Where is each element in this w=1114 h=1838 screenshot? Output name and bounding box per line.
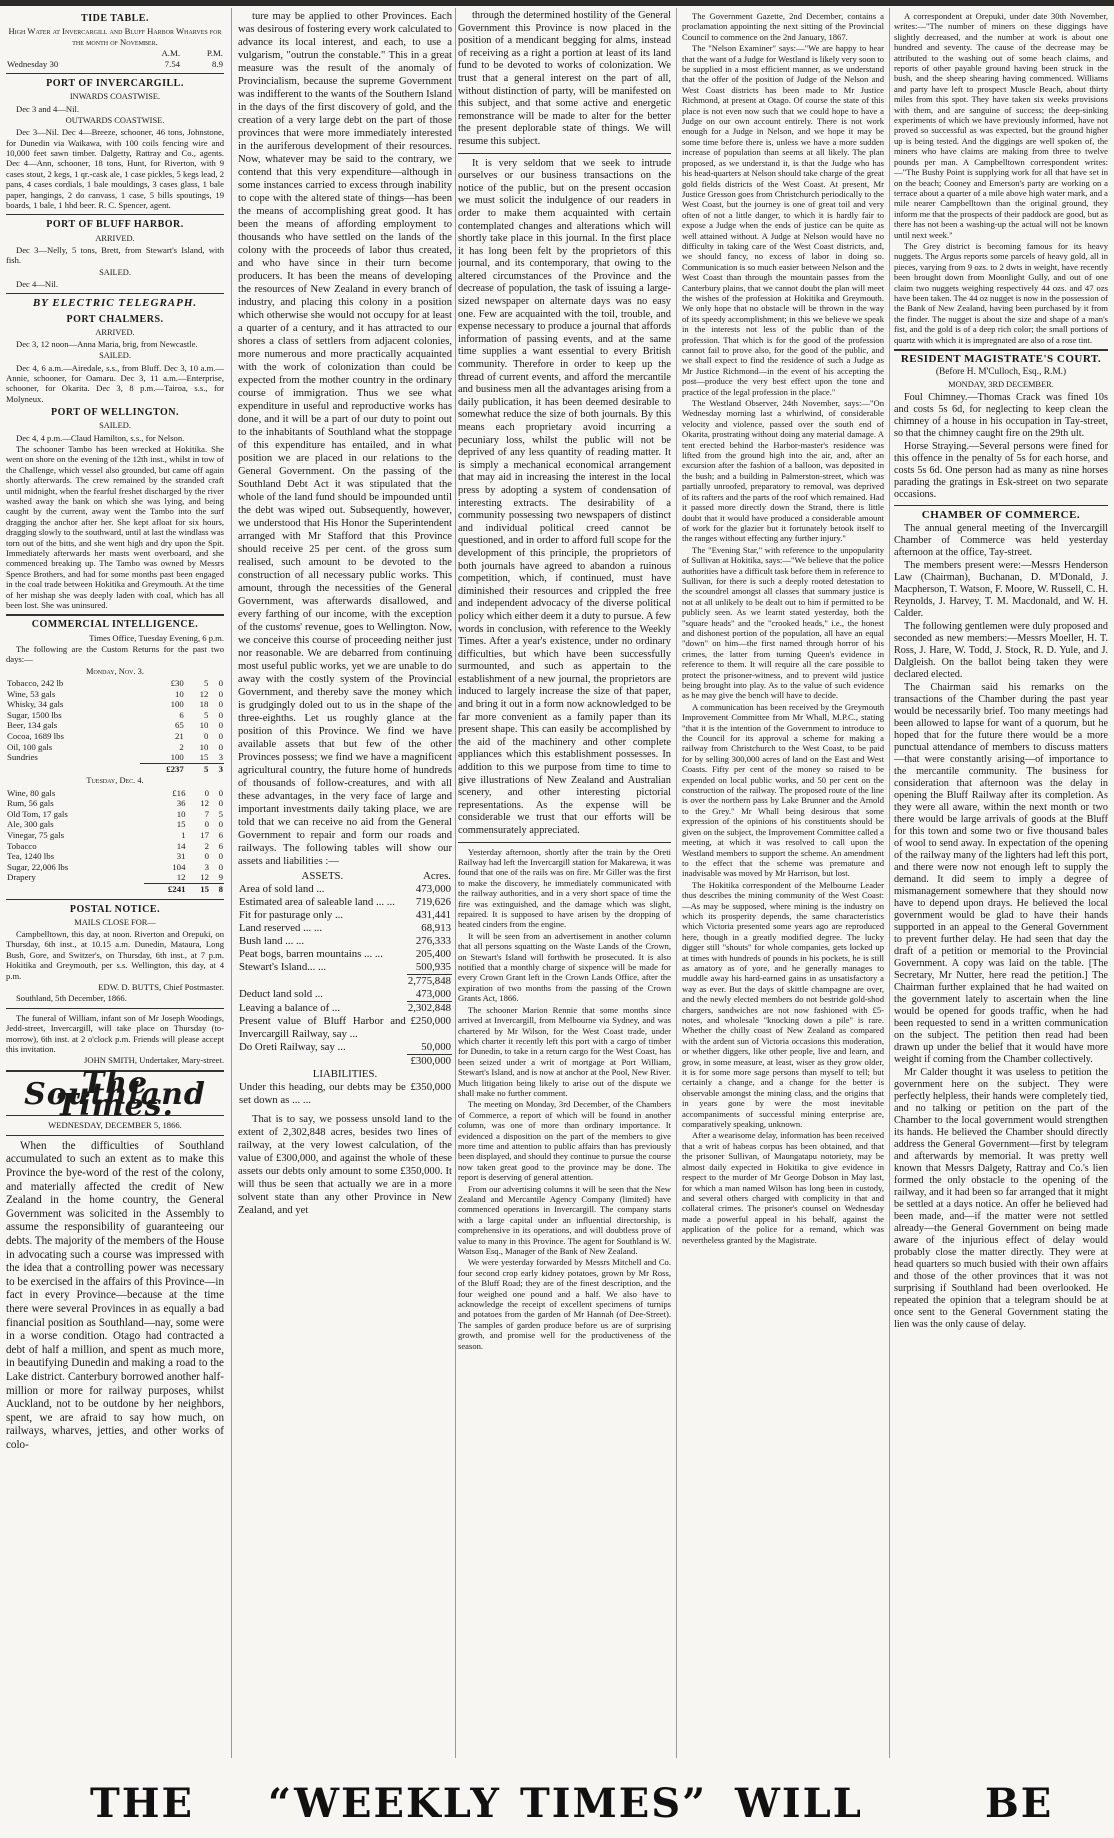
postal-signature: EDW. D. BUTTS, Chief Postmaster. [98, 982, 224, 992]
asset-row [238, 883, 452, 896]
customs-row [6, 731, 224, 742]
telegraph-heading: BY ELECTRIC TELEGRAPH. [32, 297, 198, 310]
table-cell: 0 [218, 787, 223, 798]
banner-word: THE [90, 1780, 195, 1827]
table-cell: 10 [199, 720, 209, 731]
customs-row [6, 689, 224, 700]
column-4 [682, 10, 884, 1750]
liabilities-label: Under this heading, our debts may be set down as ... ... [239, 1081, 406, 1106]
asset-value: 68,913 [421, 922, 451, 934]
outwards-text: Dec 3—Nil. Dec 4—Breeze, schooner, 46 tons, Johnstone, for Dunedin via Waikawa, with 100 coils fencing wire and 10,000 feet sawn timber. Dalgetty, Rattray and Co., agents. Dec 4—Ann, schooner, 18 tons, Hunt, for Riverton, with 9 cases stout, 2 kegs, 1 qr.-cask ale, 1 case pickles, 5 kegs lead, 2 pans, 4 cases cordials, 1 bale mouldings, 3 cases glass, 1 bale paper, hangings, 2 do canvass, 1 case, 5 bills spoutings, 19 boards, 1 bale, 1 hhd beer. R. C. Spencer, agent. [6, 127, 224, 211]
table-cell: Sugar, 1500 lbs [7, 709, 62, 720]
tide-header-cell: A.M. [161, 48, 181, 59]
asset-label: Bush land ... ... [239, 935, 305, 947]
divider [458, 153, 671, 154]
liabilities-value: £350,000 [410, 1081, 451, 1093]
total-cell: 5 [185, 763, 210, 774]
table-cell: 0 [204, 851, 209, 862]
customs-row [6, 809, 224, 820]
table-cell: Tobacco [7, 840, 37, 851]
tide-header-cell: P.M. [206, 48, 223, 59]
assets-heading: ASSETS. [301, 870, 344, 882]
table-cell: £30 [170, 678, 184, 689]
postal-subtitle: MAILS CLOSE FOR— [74, 917, 156, 927]
table-cell: 0 [218, 861, 223, 872]
orepuki-paragraph: A correspondent at Orepuki, under date 30th November, writes:—"The number of miners on these diggings have slightly decreased, and the number at work is about one hundred and seventy. The cause of the decrease may be attributed to the washing out of some beach claims, and reports of other payable ground having been struck in the bush, and the sheep shearing having commenced. Williams and party have left to prospect Muscle Beach, about thirty miles from this spot. They have taken six weeks provisions with them, and are sanguine of success; the deep-sinking experiments of which we have previously informed, have not proved so successful as was expected, but the ground higher up is being tested. And the diggings are well spoken of, the miners who have claims are making from three to twelve pounds per man. A Campbelltown correspondent writes:—"The Bushy Point is supplying work for all that have set in on the beach; Cooney and Emerson's party are working on a terrace about a quarter of a mile above high water mark, and a mile nearer Campbelltown than the original ground, they inform me that the prospects of their paddock are good, but as there has not been a washing-up the actual will not be known until next week." [894, 11, 1108, 240]
present-value: £250,000 [410, 1015, 451, 1027]
horse-straying-paragraph: Horse Straying.—Several persons were fined for this offence in the penalty of 5s for each horse, and costs 5s 6d. One person had as many as nine horses parading the gratings in Esk-street on two separate occasions. [894, 440, 1108, 500]
sailed-heading: SAILED. [99, 351, 131, 361]
table-cell: 9 [218, 872, 223, 883]
customs-row [6, 699, 224, 710]
customs-row [6, 788, 224, 799]
port-chalmers-title: PORT CHALMERS. [66, 313, 164, 325]
asset-value: 276,333 [415, 935, 451, 947]
column-rule [889, 8, 890, 1758]
customs-row [6, 872, 224, 883]
divider [6, 73, 224, 74]
table-cell: 0 [204, 787, 209, 798]
table-cell: 0 [218, 798, 223, 809]
court-subtitle: (Before H. M'Culloch, Esq., R.M.) [935, 367, 1067, 378]
table-cell: 36 [176, 798, 186, 809]
table-cell: 6 [218, 840, 223, 851]
table-cell: 12 [199, 688, 209, 699]
balance-value: 2,302,848 [407, 1002, 451, 1014]
table-cell: 12 [176, 872, 186, 883]
asset-label: Stewart's Island... ... [239, 961, 327, 973]
calder-remarks-paragraph: Mr Calder thought it was useless to petition the government here on the subject. They were perfectly helpless, their hands were completely tied, and no talking or petition on the part of the Chamber to the local government would strengthen its hands. He believed the Chamber should directly address the General Government—first by telegram and afterwards by memorial. It was pretty well known that Messrs Dalgety, Rattray and Co.'s lien formed the only obstacle to the opening of the railway, and it had been so far arranged that it might be settled at a days notice. An offer he believed had been made, and—if the matter were not settled already—the General Government on being made aware of the injurious effect of delay would probably close the matter directly. They were at head quarters so much busied with their own affairs and those of the other provinces that it was not surprising if Southland had been overlooked. He repeated the opinion that a telegram should be at once sent to the General Government stating the lien was the only cause of delay. [894, 1066, 1108, 1330]
asset-label: Peat bogs, barren mountains ... ... [239, 948, 383, 960]
asset-row [238, 896, 452, 909]
evening-star-paragraph: The "Evening Star," with reference to the unpopularity of Sullivan at Hokitika, says:—"We believe that the police authorities have a difficult task before them in reference to Sullivan, for there is such a deeply rooted detestation to the scoundrel amongst all classes that summary justice is not at all unlikely to be dealt out to him if permitted to be publicly seen. As we learnt stated yesterday, both the "square heads" and the "crooked heads," i.e., the honest and dishonest portion of the population, all have an equal "down" on him—the first named through horror of his crimes, the latter from turning Queen's evidence in reference to them. It will require all the care possible to protect the prisoner-witness, and to prevent wild justice being brought into play. As to the value of such evidence as he may give the bench will have to decide. [682, 544, 884, 701]
present-value-label: Present value of Bluff Harbor and Invercargill Railway, say ... [239, 1015, 406, 1040]
sailed-heading: SAILED. [99, 267, 131, 277]
foul-chimney-paragraph: Foul Chimney.—Thomas Crack was fined 10s and costs 5s 6d, for neglecting to keep clean the chimney of a house in his occupation in Tay-street, so that the chimney caught fire on the 29th ult. [894, 391, 1108, 439]
table-cell: Cocoa, 1689 lbs [7, 731, 64, 742]
assets-total: 2,775,848 [407, 975, 451, 987]
table-cell: 21 [175, 731, 184, 742]
divider [6, 899, 224, 900]
arrived-heading: ARRIVED. [95, 233, 135, 243]
customs-row [6, 752, 224, 763]
assets-table [238, 870, 452, 1107]
customs-row [6, 710, 224, 721]
oreti-label: Do Oreti Railway, say ... [239, 1041, 346, 1053]
agency-company-paragraph: From our advertising columns it will be seen that the New Zealand and Mercantile Agency Company (limited) have commenced operations in Invercargill. The company starts with a large capital under an influential directorship, is comprehensive in its operations, and will doubtless prove of value to many in this Province. The agent for Southland is W. Watson Esq., Manager of the Bank of New Zealand. [458, 1183, 671, 1257]
table-cell: 2 [179, 741, 184, 752]
divider [894, 349, 1108, 351]
table-cell: 10 [176, 808, 186, 819]
gazette-paragraph: The Government Gazette, 2nd December, contains a proclamation appointing the next sitting of the Provincial Council to commence on the 2nd January, 1867. [682, 11, 884, 42]
table-cell: 18 [199, 699, 209, 710]
chalmers-sailed-text: Dec 4, 6 a.m.—Airedale, s.s., from Bluff. Dec 3, 10 a.m.—Annie, schooner, for Oamaru. Dec 3, 11 a.m.—Enterprise, schooner, for Okarita. Dec 3, 8 p.m.—Tairoa, s.s., for Molyneux. [6, 362, 224, 404]
asset-label: Area of sold land ... [239, 883, 325, 895]
table-cell: Wine, 80 gals [7, 787, 56, 798]
table-cell: Vinegar, 75 gals [7, 830, 65, 840]
customs-intro: The following are the Custom Returns for the past two days:— [6, 644, 224, 665]
table-cell: 6 [179, 709, 184, 720]
table-cell: 100 [170, 699, 184, 710]
asset-label: Estimated area of saleable land ... ... [239, 896, 395, 908]
table-cell: Sugar, 22,006 lbs [7, 861, 69, 872]
wellington-sailed-text: Dec 4, 4 p.m.—Claud Hamilton, s.s., for Nelson. [16, 432, 185, 443]
customs-row [6, 851, 224, 862]
tide-table [6, 48, 224, 69]
asset-row [238, 961, 452, 975]
table-cell: 10 [175, 688, 184, 699]
tide-header-cell [6, 48, 132, 59]
table-cell: Wine, 53 gals [7, 688, 56, 699]
chamber-meeting-paragraph: The meeting on Monday, 3rd December, of the Chambers of Commerce, a report of which will be found in another column, was one of more than ordinary importance. It evidenced a disposition on the part of the members to give more time and attention to public affairs than has previously been displayed, and should they continue to pursue the course now taken great good to the province may be done. The report is deserving of general attention. [458, 1099, 671, 1183]
table-cell: 31 [176, 851, 186, 862]
tuesday-heading: Tuesday, Dec. 4. [86, 776, 144, 786]
funeral-signature: JOHN SMITH, Undertaker, Mary-street. [84, 1055, 224, 1066]
tide-cell: Wednesday 30 [7, 58, 59, 69]
column-5 [894, 10, 1108, 1750]
divider [458, 842, 671, 843]
table-cell: 0 [218, 688, 223, 699]
table-cell: 0 [218, 819, 223, 830]
table-cell: Rum, 56 gals [7, 798, 54, 809]
marion-rennie-paragraph: The schooner Marion Rennie that some months since arrived at Invercargill, from Melbourne via Sydney, and was chartered by Mr Wilson, for the West Coast trade, under which charter it recently left this port with a cargo of timber for Dunedin, to take in a return cargo for the West Coast, has been seized under a writ of mortgage at Port William, Stewart's Island, and is now at anchor at the Pool, New River. Much litigation being likely to arise out of the dispute we shall make no further comment. [458, 1004, 671, 1098]
table-cell: 0 [218, 741, 223, 752]
port-bluff-title: PORT OF BLUFF HARBOR. [46, 219, 184, 231]
funeral-notice: The funeral of William, infant son of Mr Joseph Woodings, Jedd-street, Invercargill, will take place on Thursday (to-morrow), 6th inst. at 2 o'clock p.m. Friends will please accept this invitation. [6, 1012, 224, 1055]
table-cell: 5 [203, 678, 209, 689]
table-cell: 0 [204, 819, 209, 830]
column-rule [455, 8, 456, 1758]
table-cell: Beer, 134 gals [7, 720, 58, 731]
customs-row [6, 862, 224, 873]
liabilities-heading: LIABILITIES. [312, 1068, 378, 1080]
inwards-text: Dec 3 and 4—Nil. [16, 103, 80, 114]
asset-value: 431,441 [415, 909, 451, 921]
table-cell: 17 [200, 830, 209, 840]
table-cell: 15 [199, 752, 209, 763]
bottom-banner [0, 1780, 1114, 1838]
asset-value: 719,626 [415, 896, 451, 908]
deduct-value: 473,000 [415, 988, 451, 1000]
asset-label: Fit for pasturage only ... [239, 909, 344, 921]
column-1 [6, 10, 224, 1750]
total-cell [6, 763, 140, 774]
customs-row [6, 830, 224, 841]
westland-observer-paragraph: The Westland Observer, 24th November, says:—"On Wednesday morning last a whirlwind, of considerable velocity and violence, passed over the south end of Okarita, prostrating without doing any material damage. A tent erected behind the Harbor-master's residence was lifted from the ground high into the air, and, after an excursion after the fashion of a balloon, was deposited in the bush; and a building in Palmerston-street, which was partially unroofed, preparatory to removal, was deprived of its rafters and the parts of the roof which remained. Had it passed more directly down the Strand, there is little doubt that it would have produced a considerable amount of work for the glazier but it fortunately betook itself to the ranges without effecting any further injury." [682, 398, 884, 544]
total-cell: 3 [209, 763, 224, 774]
divider [6, 293, 224, 294]
customs-row [6, 720, 224, 731]
postal-date: Southland, 5th December, 1866. [16, 993, 127, 1004]
table-cell: Tea, 1240 lbs [7, 851, 55, 862]
customs-row [6, 819, 224, 830]
postal-notice-title: POSTAL NOTICE. [69, 903, 161, 915]
article-text: through the determined hostility of the General Government this Province is now placed in the position of a mendicant begging for alms, instead of receiving as a right a portion at least of its land fund to be devoted to works of colonization. We trust that a general interest on the part of all, without distinction of party, will be manifested on this subject, and that some active and energetic remonstrance will be made to alter for the better the present deplorable state of things. We will resume this subject. [458, 10, 671, 147]
asset-value: 473,000 [415, 883, 451, 895]
asset-row [238, 922, 452, 935]
customs-row [6, 841, 224, 852]
table-cell: 0 [218, 699, 223, 710]
table-cell: 5 [218, 808, 223, 819]
table-cell: Ale, 300 gals [7, 819, 54, 830]
total-cell: 8 [210, 883, 224, 894]
total-cell: £241 [144, 883, 187, 894]
table-cell: 3 [218, 752, 223, 763]
table-cell: Whisky, 34 gals [7, 699, 64, 710]
habeas-corpus-paragraph: After a wearisome delay, information has been received that a writ of habeas corpus has been obtained, and that the prisoner Sullivan, of Maungatapu notoriety, may be almost daily expected in Hokitika to give evidence in respect to the murder of Mr George Dobson in May last, for which a man named Wilson has long been in custody, and several others charged with complicity in that and collateral crimes. The prisoner's counsel on Wednesday made a powerful appeal in his behalf, against the application of the police for a remand, which was nevertheless granted by the Magistrate. [682, 1130, 884, 1245]
asset-row [238, 935, 452, 948]
potatoes-paragraph: We were yesterday forwarded by Messrs Mitchell and Co. four second crop early kidney potatoes, grown by Mr Ross, of the Bluff Road; they are of the finest description, and the four weighed one pound and a half. We also have to acknowledge the receipt of excellent specimens of turnips and potatoes from the garden of Mr Hannah (of Dee-Street). The samples of garden produce before us are of surprising growth, and promise well for the productiveness of the season. [458, 1257, 671, 1351]
tide-table-subtitle: High Water at Invercargill and Bluff Harbor Wharves for the month of November. [8, 26, 222, 47]
table-cell: 14 [176, 840, 186, 851]
tide-cell: 7.54 [164, 58, 181, 69]
weekly-times-article: It is very seldom that we seek to intrude ourselves or our business transactions on the notice of the public, but on the present occasion we must solicit the indulgence of our readers in order to make them acquainted with certain contemplated changes and alterations which will shortly take place in this journal. In the first place it has long been felt by the proprietors of this journal, and its contemporary, that owing to the altered circumstances of the Province and the decrease of population, the task of issuing a large-sized newspaper on alternate days was no easy one. Few are acquainted with the toil, trouble, and expense necessary to produce a journal that affords information of passing events, and at the same time supplies a want essential to every British community. Therefore in order to keep up the thread of current events, and afford the mercantile and business men all the advantages arising from a daily publication, it has been deemed desirable to somewhat reduce the size of both journals. By this means each proprietary avoid incurring a pecuniary loss, whilst the public will not be deprived of any less quantity of reading matter. It is simply a mechanical economical arrangement that may aid in increasing the interest in the local press by adopting a system of condensation of interesting extracts. The desirability of a community possessing two newspapers of distinct and individual political creed cannot be questioned, and in order to afford full scope for the development of this principle, the proprietors of both journals have agreed to abandon a ruinous competition, which, if continued, must have diminished their resources and crippled the free and independent advocacy of the diverse political policy which either deem it a duty to pursue. A few words in conclusion, with reference to the Weekly Times. After a year's existence, under no ordinary difficulties, but which have been successfully surmounted, and such as appertain to the establishment of a new journal, the proprietors are induced to largely increase the size of that paper, and bring it out in a form now acknowledged to be far more convenient as a family paper than its present shape. This can easily be accomplished by the aid of the machinery and other complete appliances which this establishment possesses. In addition to this we purpose from time to time to give illustrations of New Zealand and Australian scenery, and other interesting pictorial representations. As the expense will be considerable we trust that our efforts will be commensurately appreciated. [458, 157, 671, 836]
arrived-heading: ARRIVED. [95, 327, 135, 337]
table-cell: 0 [203, 731, 209, 742]
column-rule [676, 8, 677, 1758]
bluff-arrived-text: Dec 3—Nelly, 5 tons, Brett, from Stewart's Island, with fish. [6, 244, 224, 266]
table-cell: 7 [204, 808, 209, 819]
table-cell: 12 [200, 872, 209, 883]
port-invercargill-title: PORT OF INVERCARGILL. [46, 78, 184, 90]
total-row [6, 763, 224, 774]
assets-sum: £300,000 [407, 1055, 452, 1069]
banner-word: “WEEKLY [268, 1780, 501, 1827]
chamber-new-members-paragraph: The following gentlemen were duly proposed and seconded as new members:—Messrs Moeller, H. T. Ross, J. Hare, W. Todd, J. Stock, R. D. Yule, and J. Dalgleish. On the ballot being taken they were declared elected. [894, 620, 1108, 680]
hokitika-paragraph: The Hokitika correspondent of the Melbourne Leader thus describes the mining community of the West Coast:—As may be supposed, where mining is the industry on which its prosperity depends, the same characteristics which Victoria presented some years ago are reproduced here, though in a greatly modified degree. The lucky digger still "shouts" for whole companies, gets locked up at times with hundreds of pounds in his pockets, he is still as amatory as of yore, and he generally manages to muddle away his hard-earned gains in as unsatisfactory a way as ever. But the days of skittle champagne are over, and the newly elected members do not bestride gold-shod chargers, sandwiches are not now fashioned with £5-notes, and wholesale "knocking down a pile" is rare. Whether the chilly coast of New Zealand as compared with the ardent sun of Victoria occasions this moderation, or whether diggers, like other people, live and learn, and grow, in some measure, at least, wiser as they grow older, it is for some more sage persons than myself to tell; but certainly a change, and a change for the better is observable amongst the mining class, and the origins that in years gone by were the most inevitable accompaniments of successful mining enterprise are, comparatively speaking, unknown. [682, 879, 884, 1130]
tide-table-title: TIDE TABLE. [81, 13, 149, 24]
table-cell: 10 [199, 741, 209, 752]
bluff-sailed-text: Dec 4—Nil. [16, 278, 59, 289]
table-cell: 2 [204, 840, 209, 851]
table-cell: 0 [218, 709, 223, 720]
tuesday-customs-table [6, 788, 224, 895]
table-cell: Old Tom, 17 gals [7, 808, 68, 819]
divider [6, 614, 224, 616]
column-2 [238, 10, 452, 1750]
asset-row [238, 909, 452, 922]
table-cell: 104 [172, 861, 186, 872]
table-cell: 15 [176, 819, 186, 830]
banner-word: TIMES” [520, 1780, 708, 1827]
sailed-heading: SAILED. [99, 421, 131, 431]
oreti-value: 50,000 [421, 1041, 451, 1053]
tide-cell: 8.9 [212, 58, 223, 69]
greymouth-paragraph: A communication has been received by the Greymouth Improvement Committee from Mr Whall, M.P.C., stating "that it is the intention of the Government to introduce to the Council for its approval a scheme for making a railway from Christchurch to the West Coast, to be paid for by selling 300,000 acres of land on the East and West Coasts. Fifty per cent of the money so raised to be expended on local public works, and 50 per cent on the construction of the railway. The proposed route of the line is over the northern pass by Lake Brunner and the Arnold to the Grey." Mr Whall being desirous that some expression of the opinions of his constituents should be given on the subject, the Improvement Committee called a meeting, at which it was resolved to call upon the Westland members to support the scheme. An amendment to the effect that the scheme was premature and inadvisable was moved by Mr Harrison, but lost. [682, 701, 884, 879]
customs-row [6, 678, 224, 689]
outwards-heading: OUTWARDS COASTWISE. [65, 116, 165, 126]
total-row [6, 883, 224, 894]
table-cell: £16 [172, 787, 186, 798]
inwards-heading: INWARDS COASTWISE. [69, 92, 161, 102]
port-wellington-title: PORT OF WELLINGTON. [51, 407, 179, 419]
column-3 [458, 10, 671, 1750]
chamber-title: CHAMBER OF COMMERCE. [921, 508, 1081, 521]
table-cell: 0 [218, 678, 223, 689]
banner-word: BE [985, 1780, 1054, 1827]
table-cell: Drapery [7, 872, 36, 883]
crown-lands-paragraph: It will be seen from an advertisement in another column that all persons squatting on the Waste Lands of the Crown, on Stewart's Island will forthwith be prosecuted. It is also notified that a monthly charge of sixpence will be made for every Crown Grant left in the Crown Lands Office, after the expiration of two months from the passing of the Crown Grants Act, 1866. [458, 930, 671, 1004]
banner-word: WILL [735, 1780, 863, 1827]
total-cell [6, 883, 144, 894]
asset-value: 500,935 [415, 961, 451, 973]
deduct-label: Deduct land sold ... [239, 988, 323, 1000]
commercial-title: COMMERCIAL INTELLIGENCE. [31, 619, 199, 631]
table-cell: 5 [203, 709, 209, 720]
customs-row [6, 798, 224, 809]
asset-value: 205,400 [415, 948, 451, 960]
customs-office: Times Office, Tuesday Evening, 6 p.m. [89, 632, 224, 643]
postal-text: Campbelltown, this day, at noon. Riverton and Orepuki, on Thursday, 6th inst., at 10.15 a.m. Dunedin, Mataura, Long Bush, Gore, and Switzer's, on Thursday, 6th inst., at 7 p.m. Hokitika and Greymouth, per s.s. Wellington, this day, at 4 p.m. [6, 928, 224, 981]
top-border [0, 0, 1114, 6]
table-cell: 0 [218, 851, 223, 862]
table-cell: 6 [218, 830, 223, 840]
divider [6, 1008, 224, 1009]
masthead: The Southland Times. [24, 1065, 206, 1124]
monday-heading: Monday, Nov. 3. [86, 666, 144, 676]
acres-heading: Acres. [423, 870, 451, 882]
customs-row [6, 742, 224, 753]
lead-article: When the difficulties of Southland accumulated to such an extent as to make this Province the bye-word of the rest of the colony, and materially affected the credit of New Zealand in the home country, the General Government was solicited in the Assembly to assume the responsibility of guaranteeing our debts. The majority of the members of the House in advocating such a course was impressed with the idea that a controlling power was necessary to be exercised in the affairs of this Province—in fact in every Province—because at the time there were several Provinces in as equally a bad financial position as Southland—nay, some were in a worse condition. Otago had contracted a debt of half a million, and spent as much more, in beautifying Dunedin and making a road to the Lake district. Canterbury borrowed another half-million or more for railway purposes, whilst Auckland, not to be outdone by her neighbors, spent, we are afraid to say how much, on railways, wharves, jetties, and other works of colo- [6, 1139, 224, 1451]
table-cell: Oil, 100 gals [7, 741, 53, 752]
table-cell: Sundries [7, 752, 38, 763]
chairman-remarks-paragraph: The Chairman said his remarks on the transactions of the Chamber during the past year would be necessarily brief. Too many meetings had been allowed to lapse for want of a quorum, but he hoped that for the future there would be a more punctual attendance of members to discuss matters—that were constantly arising—of importance to the mercantile community. The business for consideration that afternoon was the delay in opening the Bluff Railway after its completion. As they were all aware, within the next month or two there would be large arrivals of goods at the Bluff for this town and some two or five thousand bales of wool to send away. In expectation of the opening of the railway many of the lighters had left this port, and there were now not enough left to supply the demand. It did seem to imply a degree of mismanagement somewhere that they should now have to depend upon drays. He believed the local government would be glad to have their hands supported in an appeal to the General Government to prevent further delay. He had seen that day the draft of a petition or memorial to the Provincial Government. A copy was laid on the table. [The Secretary, Mr Nutter, here read the petition.] The Chairman further explained that he had waited on the government lately to ascertain when the line would be opened for goods traffic, when he had been requested to send in a written communication on the subject. The petition then read had been drawn up under the belief that it would have more weight if coming from the Chamber collectively. [894, 681, 1108, 1065]
railway-fire-paragraph: Yesterday afternoon, shortly after the train by the Oreti Railway had left the Invercargill station for Makarewa, it was found that one of the rails was on fire. Mr Giller was the first to make the discovery, he immediately communicated with the railway authorities, and in a very short space of time the fire was extinguished, and the damage which was slight, repaired. It is supposed to have arisen by the dropping of heated cinders from the engine. [458, 846, 671, 930]
total-cell: 15 [186, 883, 210, 894]
table-cell: 65 [175, 720, 184, 731]
table-cell: 3 [204, 861, 209, 872]
divider [894, 505, 1108, 506]
divider [6, 214, 224, 215]
dateline: WEDNESDAY, DECEMBER 5, 1866. [48, 1120, 182, 1131]
lead-article-continued: ture may be applied to other Provinces. Each was desirous of fostering every work calculated to advance its local interest, and each, to use a vulgarism, "outrun the constable." This in a great measure was the result of the anomaly of Provincialism, because the supreme Government was indifferent to the wants of the Southern Island in the days of the first discovery of gold, and the creation of a very large debt on the part of those provinces that were more immediately interested in the auriferous development of their resources. Now, whatever may be said to the contrary, we contend that this very expenditure—although in some instances carried to excess through inability to cope with the altered state of things—has been the means of accomplishing great good. It has been the means of affording employment to thousands who have settled on the lands of the colony with the proceeds of labor thus created, and who have since in their turn become producers. It has been the means of developing the resources of New Zealand in every branch of industry, and placing this colony in a position which otherwise she would not occupy for at least a quarter of a century, and it has attracted to our shores a class of settlers from adjacent colonies, more numerous and more practically acquainted with the work of colonization than could be expected from the mother country in the ordinary course of immigration. Thus we see what expenditure in useful and reproductive works has done, and it will be a part of our duty to point out to the inhabitants of Southland what the stoppage of this expenditure has entailed, and in what position we are placed in our relations to the General Government. On the passing of the Southland Debt Act it was stipulated that the whole of the land fund should be impounded until the debt was wiped out. Subsequently, however, we understood that His Honor the Superintendent arranged with Mr Stafford that this Province should receive 25 per cent. of the gross sum realised, such amount to be devoted to the construction of all necessary public works. This amount, through the necessities of the General Government, was afterwards disallowed, and every farthing of our income, with the exception of the customs' revenue, goes to Wellington. Now, we conceive this course of proceeding neither just nor reasonable. We are debarred from continuing most useful public works, yet we are unable to do away with the costly system of the Provincial Government, and thereby save the money which is grudgingly doled out to us in the shape of the three-eighths. Let us roughly glance at the position of this Province. We find we have available assets that but few of the other Provinces possess; we find we have a magnificent agricultural country, the future home of hundreds of thousands of follow-creatures, and with all these advantages, in the very face of large and important investments daily taking place, we are told that we can receive no aid from the General Government to repair and form our roads and railways. The following tables will show our assets and liabilities :— [238, 11, 452, 867]
tambo-wreck-article: The schooner Tambo has been wrecked at Hokitika. She went on shore on the evening of the 12th inst., whilst in tow of the Challenge, which vessel also grounded, but came off again shortly afterwards. The crew remained by the stranded craft until midnight, when the fearful freshet discharged by the river washed away the bank on which she was lying, and being caught by the current, away went the Tambo into the surf dragging the anchor after her. She kept afloat for six hours, dragging slowly to the southward, until at last the windlass was torn out of the bitts, and she went high and dry upon the Spit. Immediately afterwards her masts went overboard, and she commenced breaking up. The Tambo was owned by Messrs Spence Brothers, and had for some months past been engaged in the coal trade between Hokitika and Greymouth. At the time of her mishap she was deeply laden with coal, which has all been lost. She was uninsured. [6, 443, 224, 611]
chamber-paragraph: The annual general meeting of the Invercargill Chamber of Commerce was held yesterday afternoon at the office, Tay-street. [894, 522, 1108, 558]
total-cell: £237 [140, 763, 185, 774]
table-cell: 0 [218, 720, 223, 731]
table-cell: Tobacco, 242 lb [7, 678, 64, 689]
court-date: MONDAY, 3RD DECEMBER. [948, 380, 1054, 390]
grey-district-paragraph: The Grey district is becoming famous for its heavy nuggets. The Argus reports some parcels of heavy gold, all in pieces, varying from 9 ozs. to 2 dwts in weight, have recently been brought down from Moonlight Gully, and out of one claim two nuggets weighing respectively 44 ozs. and 47 ozs have been taken. The 44 oz nugget is now in the possession of the Bank of New Zealand, having been purchased by it from the finder. The nugget is about the size and shape of a man's fist, and the gold is of a deep rich color; the small portions of quartz with which it is impregnated are also of a rose tint. [894, 240, 1108, 345]
column-rule [231, 8, 232, 1758]
asset-label: Land reserved ... ... [239, 922, 323, 934]
divider [6, 1135, 224, 1136]
table-cell: 12 [200, 798, 209, 809]
balance-label: Leaving a balance of ... [239, 1001, 341, 1014]
monday-customs-table [6, 678, 224, 774]
table-cell: 0 [218, 731, 223, 742]
lead-article-conclusion: That is to say, we possess unsold land to the extent of 2,302,848 acres, besides two lines of railway, at the very lowest calculation, of the value of £300,000, and against the whole of these assets our debts only amount to some £350,000. It will thus be seen that actually we are in a more solvent state than any other Province in New Zealand, and yet [238, 1114, 452, 1216]
table-cell: 1 [181, 830, 186, 840]
asset-row [238, 948, 452, 961]
chalmers-arrived-text: Dec 3, 12 noon—Anna Maria, brig, from Newcastle. [16, 338, 198, 349]
nelson-examiner-paragraph: The "Nelson Examiner" says:—"We are happy to hear that the want of a Judge for Westland is likely very soon to be supplied in a most efficient manner, as we understand that the offer of the position of Judge of the Nelson and West Coast districts has been made to Mr Justice Richmond, at present at Otago. Of course the state of this place is not even now such that we could hope to have a Judge on our own account entirely. There is not work enough for a Judge in Nelson, and we hope it may be some time before there is, unless we have a more sudden increase of population than seems at all likely. The plan proposed, as we understand it, is that the Judge who has his head-quarters at Nelson should take charge of the great gold fields districts of the West Coast. At present, Mr Justice Gresson goes from Christchurch periodically to the West Coast, but the journey is one of great toil and very often of not a little danger, to which it is hardly fair to expose a Judge when the ends of justice can be quite as well attained without. A Judge at Nelson would have no difficulty in taking care of the West Coast districts, and, we should fancy, no excess of labor in doing so. Communication is so much easier between Nelson and the West Coast than through the mountain passes from the Canterbury plains, that we cannot doubt the plan will meet the wishes of the profession at Hokitika and Greymouth. We only hope that no obstacle will be thrown in the way of its speedy accomplishment; in this we believe we speak in the interests not less of the public than of the profession. That which is for the good of the profession cannot fail to prove also, for the good of the public, and we shall expect to find the residence of such a Judge as Mr Justice Richmond—in the event of his accepting the post—produce the very best effect upon the tone and practice of the legal profession in the place." [682, 43, 884, 397]
court-title: RESIDENT MAGISTRATE'S COURT. [900, 353, 1102, 365]
table-cell: 100 [170, 752, 184, 763]
chamber-members-paragraph: The members present were:—Messrs Henderson Law (Chairman), Buchanan, D. M'Donald, J. Macpherson, T. Watson, F. Moore, W. Russell, C. H. Reynolds, J. Harvey, T. M. Macdonald, and W. H. Calder. [894, 559, 1108, 619]
